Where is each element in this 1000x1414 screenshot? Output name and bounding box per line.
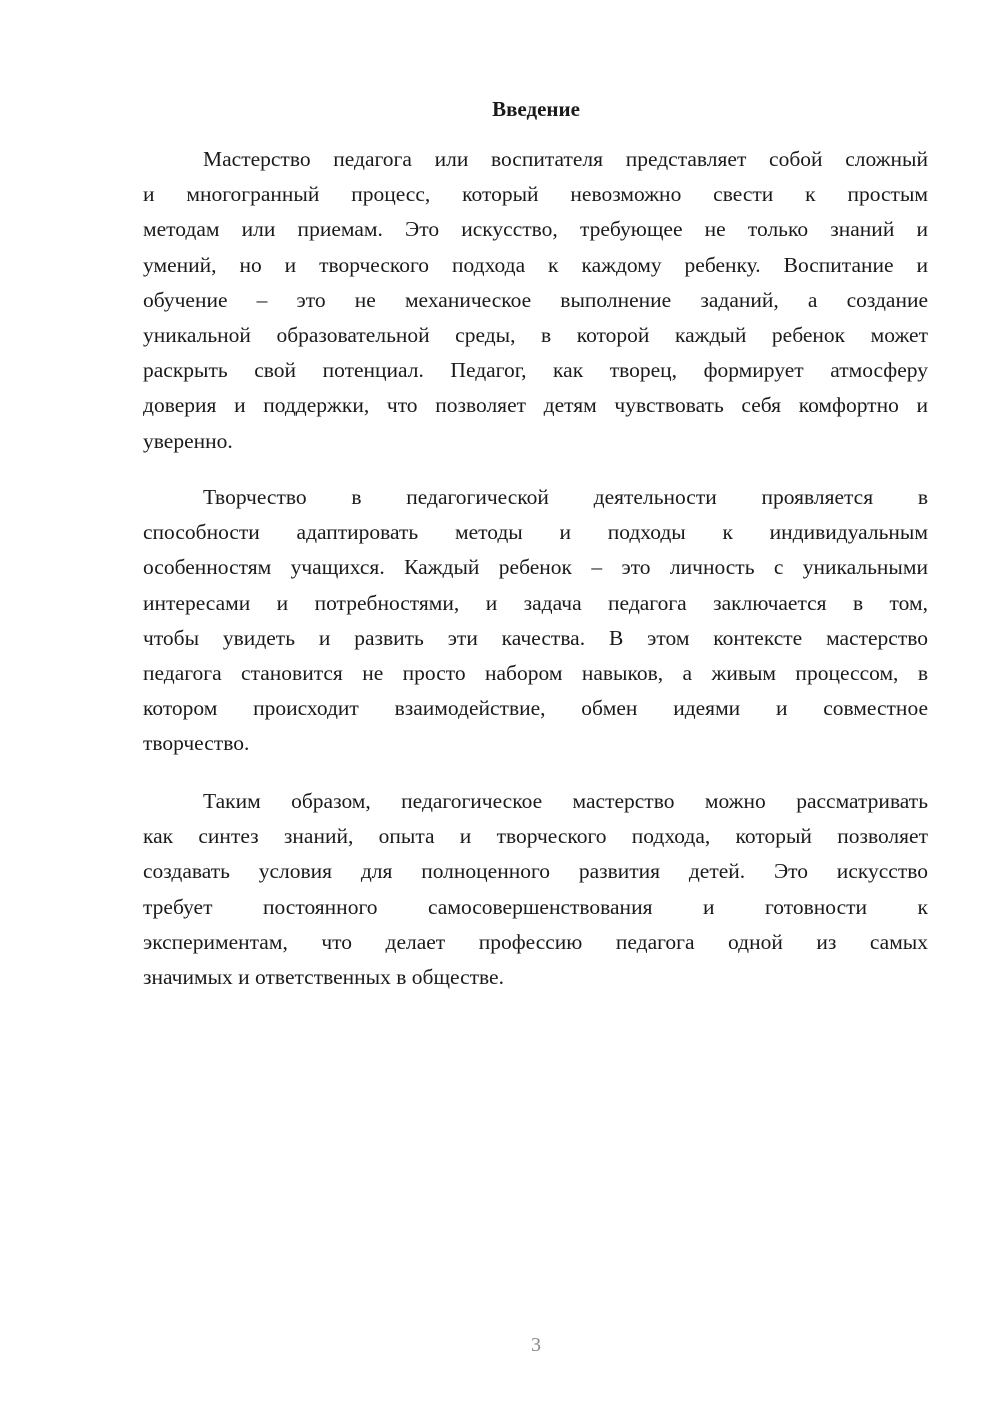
text-line: чтобы увидеть и развить эти качества. В этом контексте мастерство xyxy=(143,625,928,650)
text-line: требует постоянного самосовершенствования и готовности к xyxy=(143,894,928,919)
text-line: Мастерство педагога или воспитателя представляет собой сложный xyxy=(203,147,928,171)
text-line: значимых и ответственных в обществе. xyxy=(143,964,504,989)
text-line: особенностям учащихся. Каждый ребенок – это личность с уникальными xyxy=(143,555,928,580)
section-title: Введение xyxy=(492,97,580,121)
text-line: уверенно. xyxy=(143,428,233,453)
paragraph-3 xyxy=(143,784,928,995)
text-line: интересами и потребностями, и задача педагога заключается в том, xyxy=(143,590,928,615)
text-line: доверия и поддержки, что позволяет детям чувствовать себя комфортно и xyxy=(143,393,928,418)
text-line: и многогранный процесс, который невозможно свести к простым xyxy=(143,182,928,207)
text-line: методам или приемам. Это искусство, требующее не только знаний и xyxy=(143,217,928,242)
text-line: обучение – это не механическое выполнение заданий, а создание xyxy=(143,287,928,312)
paragraph-1 xyxy=(143,142,928,459)
page-number: 3 xyxy=(531,1334,541,1356)
text-line: котором происходит взаимодействие, обмен идеями и совместное xyxy=(143,696,928,721)
text-line: творчество. xyxy=(143,731,250,756)
text-line: педагога становится не просто набором навыков, а живым процессом, в xyxy=(143,660,928,685)
text-line: создавать условия для полноценного развития детей. Это искусство xyxy=(143,859,928,884)
text-line: экспериментам, что делает профессию педагога одной из самых xyxy=(143,929,928,954)
text-line: Творчество в педагогической деятельности проявляется в xyxy=(203,485,928,509)
text-line: уникальной образовательной среды, в которой каждый ребенок может xyxy=(143,322,928,347)
text-line: способности адаптировать методы и подходы к индивидуальным xyxy=(143,520,928,545)
text-line: умений, но и творческого подхода к каждому ребенку. Воспитание и xyxy=(143,252,928,277)
text-line: Таким образом, педагогическое мастерство можно рассматривать xyxy=(203,789,928,813)
paragraph-2 xyxy=(143,480,928,762)
text-line: как синтез знаний, опыта и творческого подхода, который позволяет xyxy=(143,824,928,849)
text-line: раскрыть свой потенциал. Педагог, как творец, формирует атмосферу xyxy=(143,358,928,383)
